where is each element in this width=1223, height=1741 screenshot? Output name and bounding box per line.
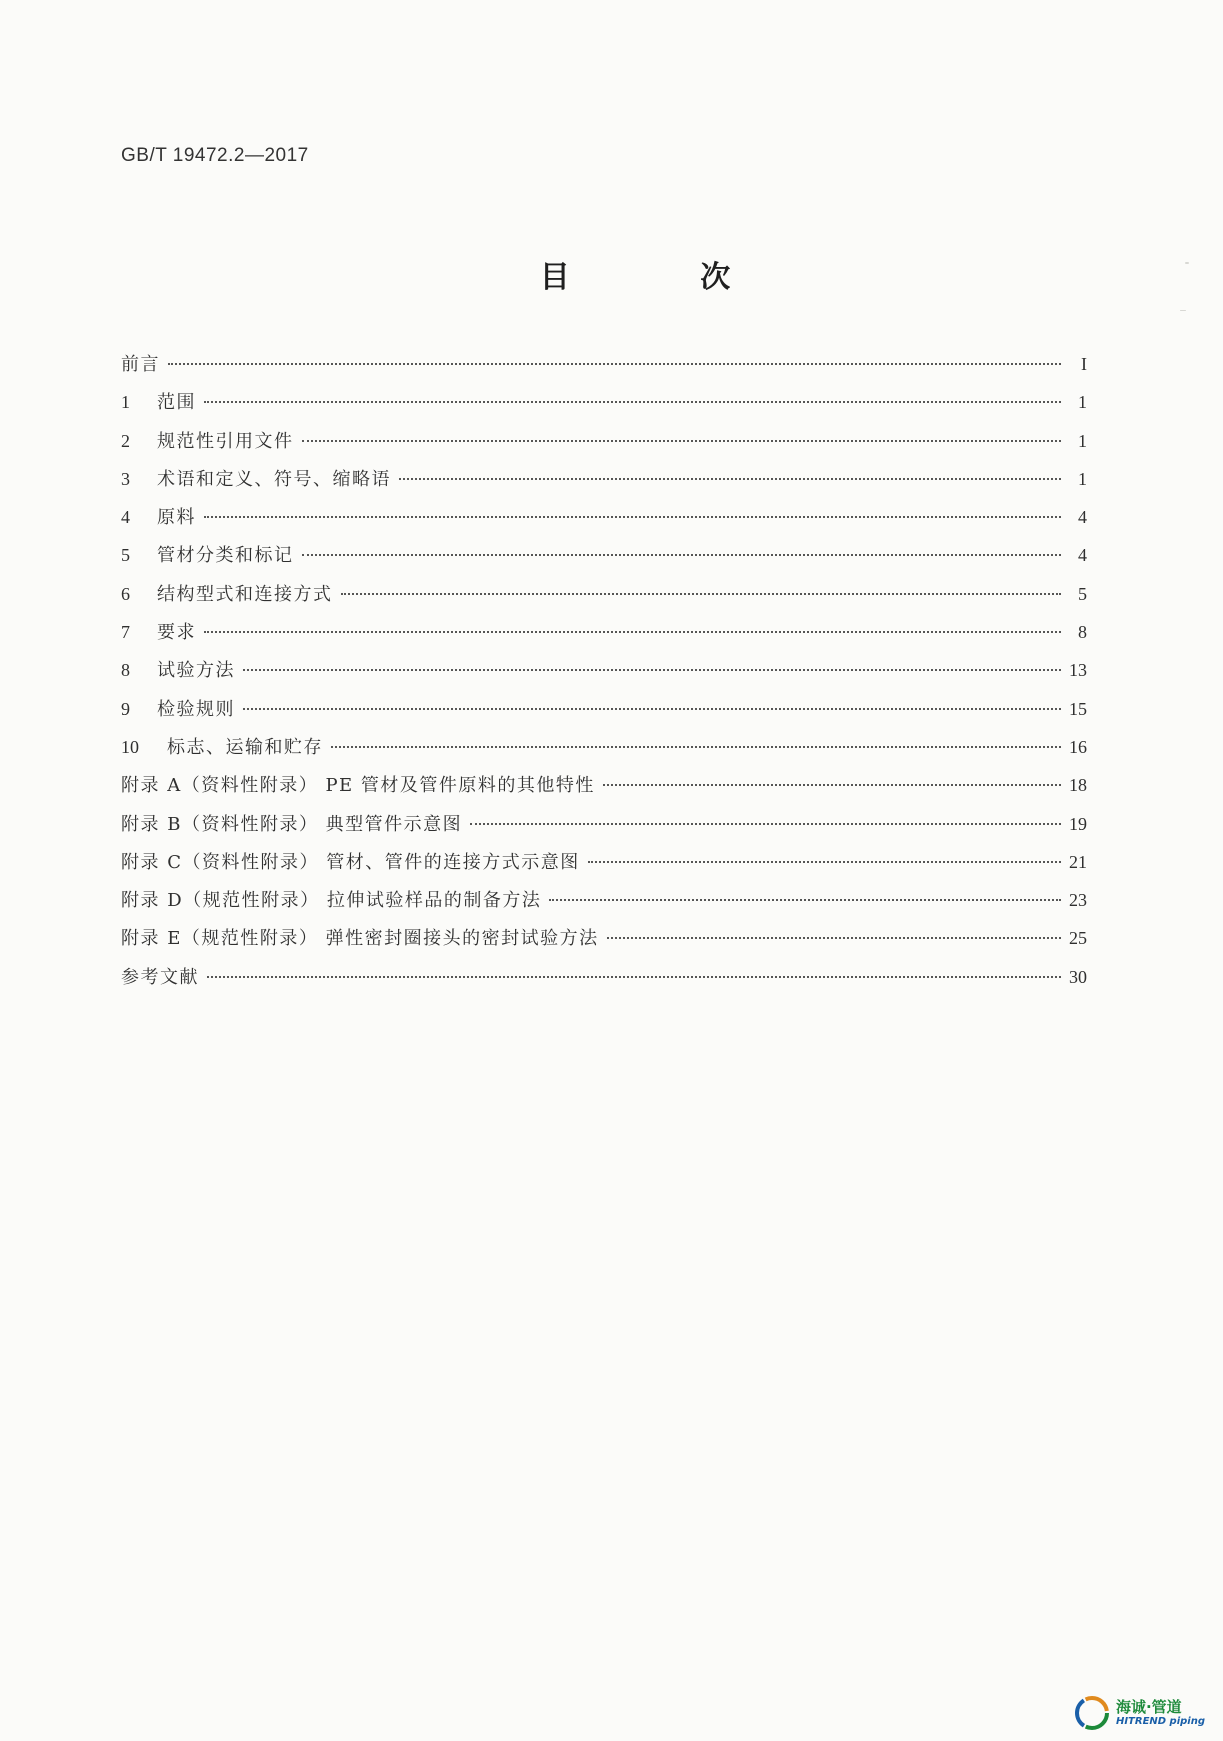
toc-entry-page: 13 xyxy=(1069,660,1087,681)
brand-watermark xyxy=(1074,1695,1205,1731)
toc-entry-number: 10 xyxy=(121,736,139,757)
toc-entry xyxy=(121,503,1087,541)
toc-entry xyxy=(121,810,1087,848)
toc-entry-label: 前言 xyxy=(121,354,160,375)
table-of-contents xyxy=(121,350,1087,1001)
toc-dot-leader xyxy=(607,937,1061,939)
toc-dot-leader xyxy=(302,554,1062,556)
toc-entry-page: 21 xyxy=(1069,851,1087,872)
toc-entry-page: 4 xyxy=(1078,507,1087,528)
toc-entry-page: 1 xyxy=(1078,430,1087,451)
toc-entry xyxy=(121,771,1087,809)
toc-entry-label: 术语和定义、符号、缩略语 xyxy=(157,468,391,490)
toc-dot-leader xyxy=(243,669,1061,671)
toc-entry xyxy=(121,656,1087,694)
toc-dot-leader xyxy=(399,478,1061,480)
toc-dot-leader xyxy=(302,440,1062,442)
toc-entry xyxy=(121,465,1087,503)
toc-entry-label: 规范性引用文件 xyxy=(157,430,294,452)
toc-entry-label: 范围 xyxy=(157,392,196,414)
toc-entry-page: 1 xyxy=(1078,392,1087,413)
toc-dot-leader xyxy=(204,516,1061,518)
toc-entry-label: 要求 xyxy=(157,622,196,644)
toc-entry-number: 4 xyxy=(121,507,130,528)
toc-entry-label: 附录 C（资料性附录） 管材、管件的连接方式示意图 xyxy=(121,851,580,873)
toc-entry xyxy=(121,618,1087,656)
toc-entry xyxy=(121,580,1087,618)
toc-dot-leader xyxy=(168,363,1061,365)
toc-entry-label: 原料 xyxy=(157,507,196,529)
toc-dot-leader xyxy=(341,593,1062,595)
standard-number: GB/T 19472.2—2017 xyxy=(121,145,309,166)
toc-entry-page: 8 xyxy=(1078,622,1087,643)
toc-dot-leader xyxy=(331,746,1061,748)
toc-entry xyxy=(121,427,1087,465)
toc-entry-page: 19 xyxy=(1069,813,1087,834)
toc-entry xyxy=(121,886,1087,924)
toc-entry xyxy=(121,541,1087,579)
toc-entry-page: I xyxy=(1081,354,1087,374)
toc-entry-label: 附录 D（规范性附录） 拉伸试验样品的制备方法 xyxy=(121,890,542,912)
toc-entry-page: 25 xyxy=(1069,928,1087,949)
toc-entry-page: 5 xyxy=(1078,583,1087,604)
toc-dot-leader xyxy=(588,861,1061,863)
scan-speck xyxy=(1185,262,1189,264)
toc-entry-label: 附录 E（规范性附录） 弹性密封圈接头的密封试验方法 xyxy=(121,928,599,950)
toc-dot-leader xyxy=(470,823,1061,825)
toc-entry-number: 3 xyxy=(121,468,130,489)
toc-entry xyxy=(121,848,1087,886)
toc-entry-number: 1 xyxy=(121,392,130,413)
brand-name-cn: 海诚·管道 xyxy=(1115,1697,1182,1716)
toc-entry-label: 检验规则 xyxy=(157,698,235,720)
toc-entry-page: 4 xyxy=(1078,545,1087,566)
toc-title: 目 次 xyxy=(539,260,791,295)
toc-entry-page: 16 xyxy=(1069,736,1087,757)
toc-entry-page: 30 xyxy=(1069,966,1087,987)
toc-entry-label: 试验方法 xyxy=(157,660,235,682)
toc-entry xyxy=(121,350,1087,388)
toc-entry xyxy=(121,695,1087,733)
toc-entry xyxy=(121,388,1087,426)
toc-entry-number: 7 xyxy=(121,622,130,643)
toc-entry-number: 8 xyxy=(121,660,130,681)
toc-entry xyxy=(121,963,1087,1001)
toc-entry-number: 9 xyxy=(121,698,130,719)
toc-dot-leader xyxy=(204,401,1061,403)
toc-entry-label: 标志、运输和贮存 xyxy=(167,736,323,758)
toc-dot-leader xyxy=(243,708,1061,710)
toc-entry-label: 结构型式和连接方式 xyxy=(157,583,333,605)
toc-entry-page: 15 xyxy=(1069,698,1087,719)
toc-entry xyxy=(121,924,1087,962)
toc-entry-label: 附录 A（资料性附录） PE 管材及管件原料的其他特性 xyxy=(121,775,595,797)
toc-entry xyxy=(121,733,1087,771)
toc-entry-label: 管材分类和标记 xyxy=(157,545,294,567)
toc-entry-label: 附录 B（资料性附录） 典型管件示意图 xyxy=(121,813,463,835)
toc-dot-leader xyxy=(204,631,1061,633)
brand-logo-icon xyxy=(1074,1695,1110,1731)
toc-dot-leader xyxy=(549,899,1061,901)
toc-dot-leader xyxy=(603,784,1061,786)
toc-entry-label: 参考文献 xyxy=(121,966,199,988)
toc-entry-number: 5 xyxy=(121,545,130,566)
scan-speck xyxy=(1180,310,1186,311)
toc-entry-number: 6 xyxy=(121,583,130,604)
toc-entry-page: 18 xyxy=(1069,775,1087,796)
brand-name-en: HITREND piping xyxy=(1115,1715,1205,1727)
toc-entry-page: 23 xyxy=(1069,890,1087,911)
toc-entry-number: 2 xyxy=(121,430,130,451)
toc-dot-leader xyxy=(207,976,1061,978)
toc-entry-page: 1 xyxy=(1078,468,1087,489)
